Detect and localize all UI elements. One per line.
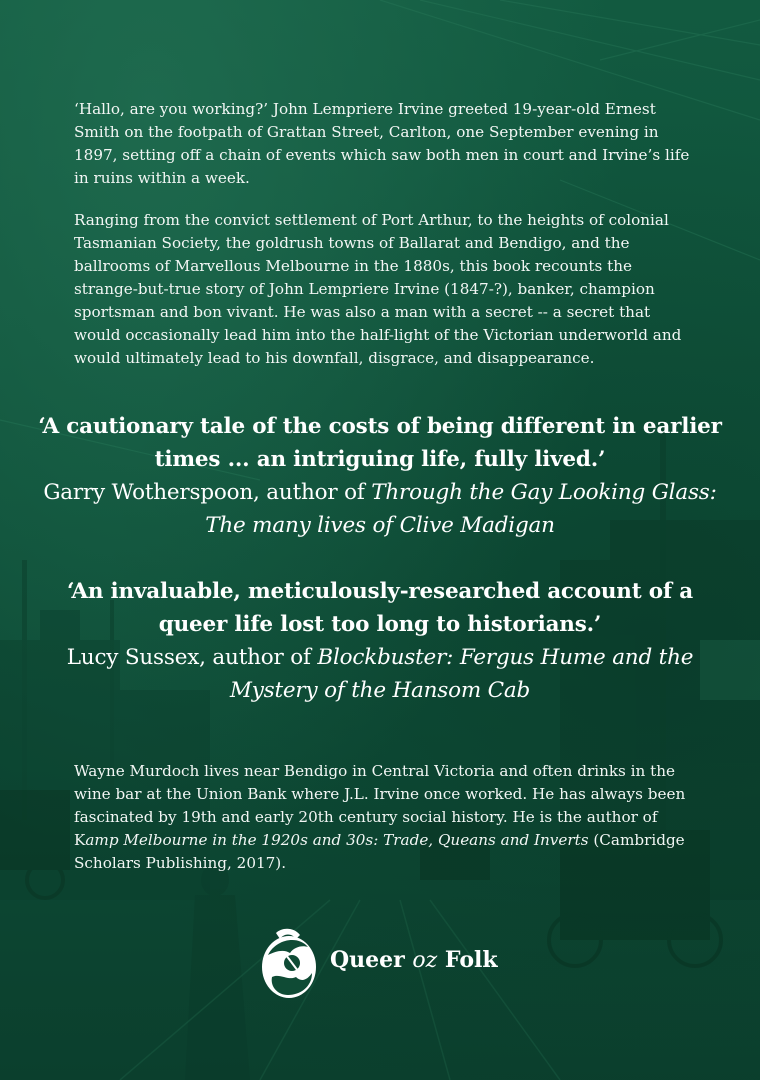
author-bio-text (74, 760, 694, 875)
publisher-name-part2: Folk (437, 947, 498, 973)
quote-book-title: Blockbuster: Fergus Hume and the Mystery of the Hansom Cab (229, 645, 694, 703)
queer-oz-folk-logo-icon (258, 925, 320, 1001)
bio-text-after: (Cambridge Scholars Publishing, 2017). (74, 831, 685, 872)
publisher-name (330, 947, 498, 973)
blurb-paragraph-1 (74, 98, 694, 190)
publisher-name-part1: Queer (330, 947, 413, 973)
endorsement-quote-2 (30, 575, 730, 707)
quote-text: ‘A cautionary tale of the costs of being different in earlier times ... an intriguing life, fully lived.’ (38, 414, 722, 472)
blurb-paragraph-2 (74, 209, 694, 370)
quote-attribution (30, 641, 730, 707)
blurb-paragraph-2-text: Ranging from the convict settlement of Port Arthur, to the heights of colonial Tasmanian Society, the goldrush towns of Ballarat and Bendigo, and the ballrooms of Marvellous Melbourne in the 1880s, this book recounts the strange-but-true story of John Lempriere Irvine (1847-?), banker, champion sportsman and bon vivant. He was also a man with a secret -- a secret that would occasionally lead him into the half-light of the Victorian underworld and would ultimately lead to his downfall, disgrace, and disappearance. (74, 211, 682, 367)
quote-book-title: Through the Gay Looking Glass: The many lives of Clive Madigan (205, 480, 717, 538)
blurb-paragraph-1-text: ‘Hallo, are you working?’ John Lempriere Irvine greeted 19-year-old Ernest Smith on the footpath of Grattan Street, Carlton, one September evening in 1897, setting off a chain of events which saw both men in court and Irvine’s life in ruins within a week. (74, 100, 690, 187)
author-bio (74, 760, 694, 875)
quote-author: Garry Wotherspoon, author of (43, 480, 372, 505)
publisher-logo (258, 925, 518, 1001)
bio-text-before: Wayne Murdoch lives near Bendigo in Central Victoria and often drinks in the wine bar at the Union Bank where J.L. Irvine once worked. He has always been fascinated by 19th and early 20th century social history. He is the author of K (74, 762, 686, 849)
endorsement-quote-1 (30, 410, 730, 542)
quote-attribution (30, 476, 730, 542)
publisher-name-oz: oz (412, 948, 438, 973)
quote-author: Lucy Sussex, author of (66, 645, 318, 670)
quote-text: ‘An invaluable, meticulously-researched account of a queer life lost too long to historians.’ (67, 579, 693, 637)
bio-book-title: amp Melbourne in the 1920s and 30s: Trade, Queans and Inverts (85, 831, 589, 849)
